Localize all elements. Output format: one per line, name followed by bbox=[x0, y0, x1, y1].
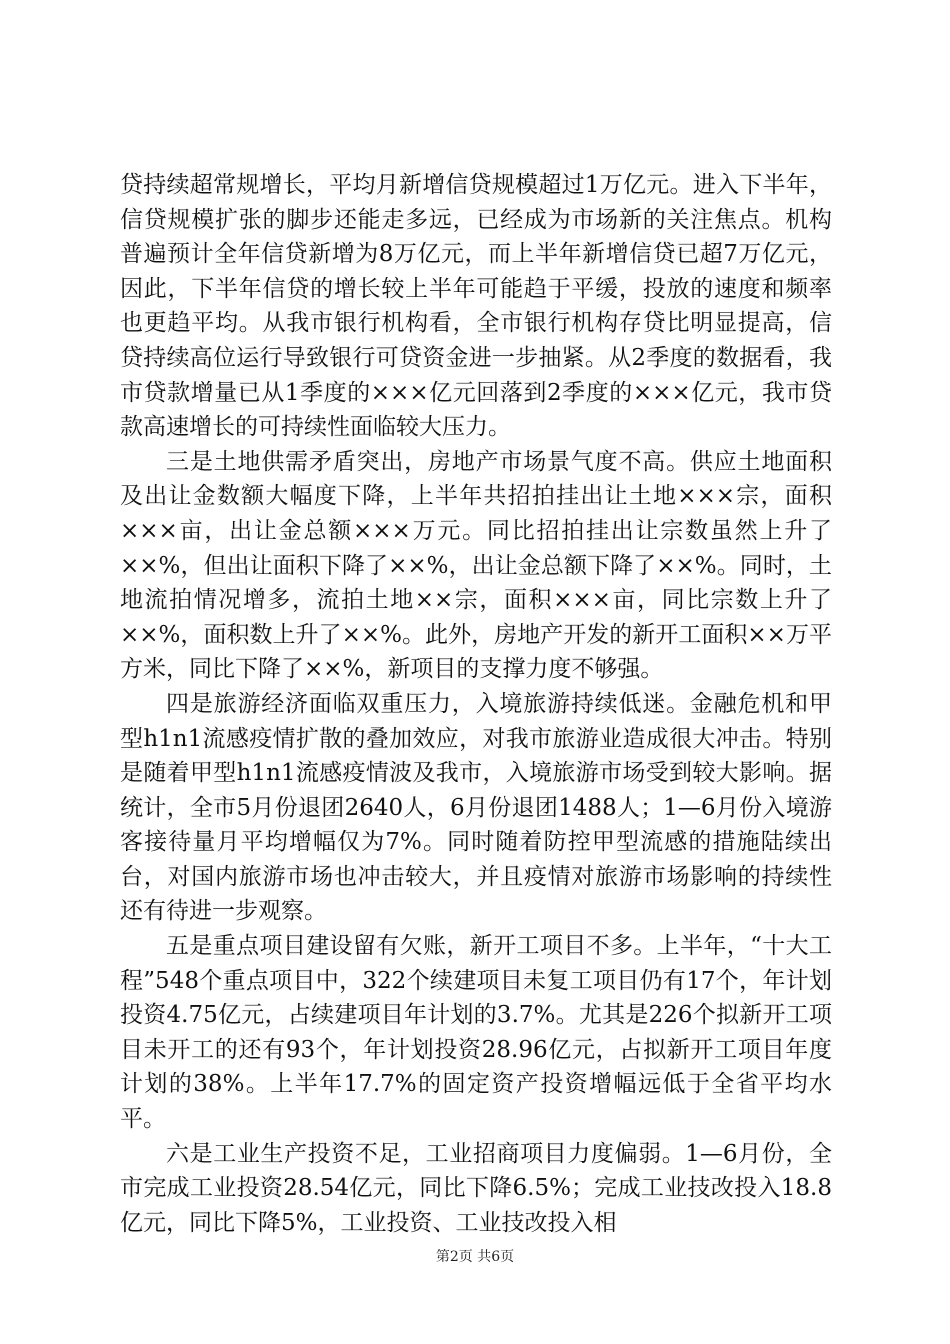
paragraph-key-projects: 五是重点项目建设留有欠账，新开工项目不多。上半年，“十大工程”548个重点项目中，322个续建项目未复工项目仍有17个，年计划投资4.75亿元，占续建项目年计划的3.7%。尤其是226个拟新开工项目未开工的还有93个，年计划投资28.96亿元，占拟新开工项目年度计划的38%。上半年17.7%的固定资产投资增幅远低于全省平均水平。 bbox=[120, 933, 832, 1133]
page-number-footer: 第2页 共6页 bbox=[435, 1249, 515, 1265]
paragraph-industrial-investment: 六是工业生产投资不足，工业招商项目力度偏弱。1—6月份，全市完成工业投资28.54亿元，同比下降6.5%；完成工业技改投入18.8亿元，同比下降5%，工业投资、工业技改投入相 bbox=[120, 1140, 832, 1236]
paragraph-land-supply: 三是土地供需矛盾突出，房地产市场景气度不高。供应土地面积及出让金数额大幅度下降，上半年共招拍挂出让土地×××宗，面积×××亩，出让金总额×××万元。同比招拍挂出让宗数虽然上升了××%，但出让面积下降了××%，出让金总额下降了××%。同时，土地流拍情况增多，流拍土地××宗，面积×××亩，同比宗数上升了××%，面积数上升了××%。此外，房地产开发的新开工面积××万平方米，同比下降了××%，新项目的支撑力度不够强。 bbox=[120, 448, 832, 683]
paragraph-tourism: 四是旅游经济面临双重压力，入境旅游持续低迷。金融危机和甲型h1n1流感疫情扩散的叠加效应，对我市旅游业造成很大冲击。特别是随着甲型h1n1流感疫情波及我市，入境旅游市场受到较大影响。据统计，全市5月份退团2640人，6月份退团1488人；1—6月份入境游客接待量月平均增幅仅为7%。同时随着防控甲型流感的措施陆续出台，对国内旅游市场也冲击较大，并且疫情对旅游市场影响的持续性还有待进一步观察。 bbox=[120, 690, 832, 925]
document-body bbox=[120, 168, 832, 1240]
paragraph-credit-continuation: 贷持续超常规增长，平均月新增信贷规模超过1万亿元。进入下半年，信贷规模扩张的脚步还能走多远，已经成为市场新的关注焦点。机构普遍预计全年信贷新增为8万亿元，而上半年新增信贷已超7万亿元，因此，下半年信贷的增长较上半年可能趋于平缓，投放的速度和频率也更趋平均。从我市银行机构看，全市银行机构存贷比明显提高，信贷持续高位运行导致银行可贷资金进一步抽紧。从2季度的数据看，我市贷款增量已从1季度的×××亿元回落到2季度的×××亿元，我市贷款高速增长的可持续性面临较大压力。 bbox=[120, 172, 832, 441]
